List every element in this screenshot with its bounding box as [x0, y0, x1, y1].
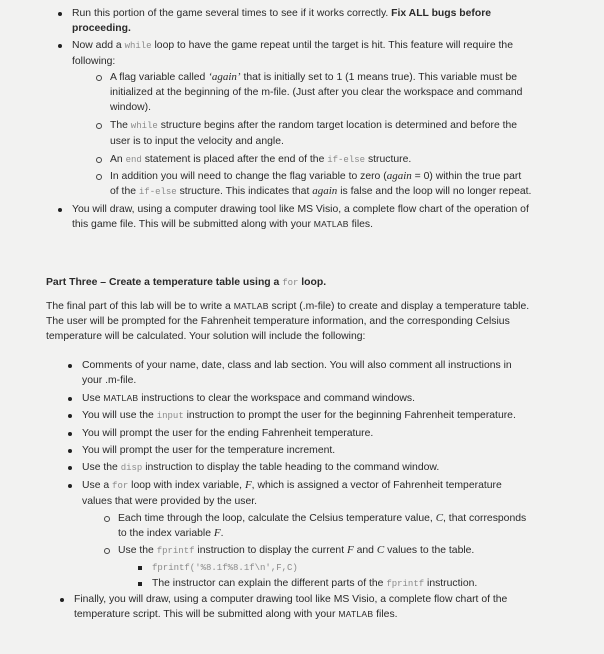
- subitem-calc-celsius: Each time through the loop, calculate the Celsius temperature value, C, that corresponds to the index variable F.: [118, 511, 532, 541]
- subitem-end-statement: An end statement is placed after the end of the if-else structure.: [110, 152, 532, 168]
- item-input-end: You will prompt the user for the ending Fahrenheit temperature.: [82, 426, 532, 441]
- item-clear-workspace: Use MATLAB instructions to clear the workspace and command windows.: [82, 391, 532, 406]
- bullet-flowchart-game: You will draw, using a computer drawing tool like MS Visio, a complete flow chart of the operation of this game file. This will be submitted along with your MATLAB files.: [72, 202, 532, 232]
- bullet-add-while-loop: Now add a while loop to have the game repeat until the target is hit. This feature will require the following:: [72, 38, 532, 69]
- part-three-intro: The final part of this lab will be to write a MATLAB script (.m-file) to create and display a temperature table. The user will be prompted for the Fahrenheit temperature information, and the corresponding Celsius temperature will be calculated. Your solution will include the following:: [46, 301, 530, 342]
- subitem-while-structure: The while structure begins after the random target location is determined and before the user is to input the velocity and angle.: [110, 118, 532, 149]
- while-loop-subitems: [110, 70, 532, 200]
- item-comments: Comments of your name, date, class and lab section. You will also comment all instructions in your .m-file.: [82, 358, 532, 388]
- item-input-increment: You will prompt the user for the temperature increment.: [82, 443, 532, 458]
- item-input-begin: You will use the input instruction to prompt the user for the beginning Fahrenheit temperature.: [82, 408, 532, 424]
- item-flowchart-temp: Finally, you will draw, using a computer drawing tool like MS Visio, a complete flow chart of the temperature script. This will be submitted along with your MATLAB files.: [74, 592, 532, 622]
- fix-bugs-emphasis: Fix ALL bugs before proceeding.: [72, 8, 492, 34]
- bullet-test-game: Run this portion of the game several times to see if it works correctly. Fix ALL bugs before proceeding.: [72, 6, 532, 36]
- item-for-loop: Use a for loop with index variable, F, which is assigned a vector of Fahrenheit temperature values that were provided by the user.: [82, 478, 532, 509]
- subitem-fprintf-code: fprintf('%8.1f%8.1f\n',F,C): [152, 560, 532, 576]
- subitem-fprintf: Use the fprintf instruction to display the current F and C values to the table.: [118, 543, 532, 559]
- part-three-list: [74, 358, 532, 622]
- subitem-fprintf-explain: The instructor can explain the different parts of the fprintf instruction.: [152, 576, 532, 592]
- fprintf-subitems: [152, 560, 532, 592]
- subitem-flag-variable: A flag variable called ‘again’ that is initially set to 1 (1 means true). This variable must be initialized at the beginning of the m-file. (Just after you clear the workspace and command window).: [110, 70, 532, 115]
- subitem-flag-zero: In addition you will need to change the flag variable to zero (again = 0) within the true part of the if-else structure. This indicates that again is false and the loop will no longer repeat.: [110, 169, 532, 200]
- for-loop-subitems: [118, 511, 532, 592]
- top-section: [72, 6, 532, 232]
- item-disp-heading: Use the disp instruction to display the table heading to the command window.: [82, 460, 532, 476]
- part-three-heading: Part Three – Create a temperature table using a for loop.: [46, 277, 327, 288]
